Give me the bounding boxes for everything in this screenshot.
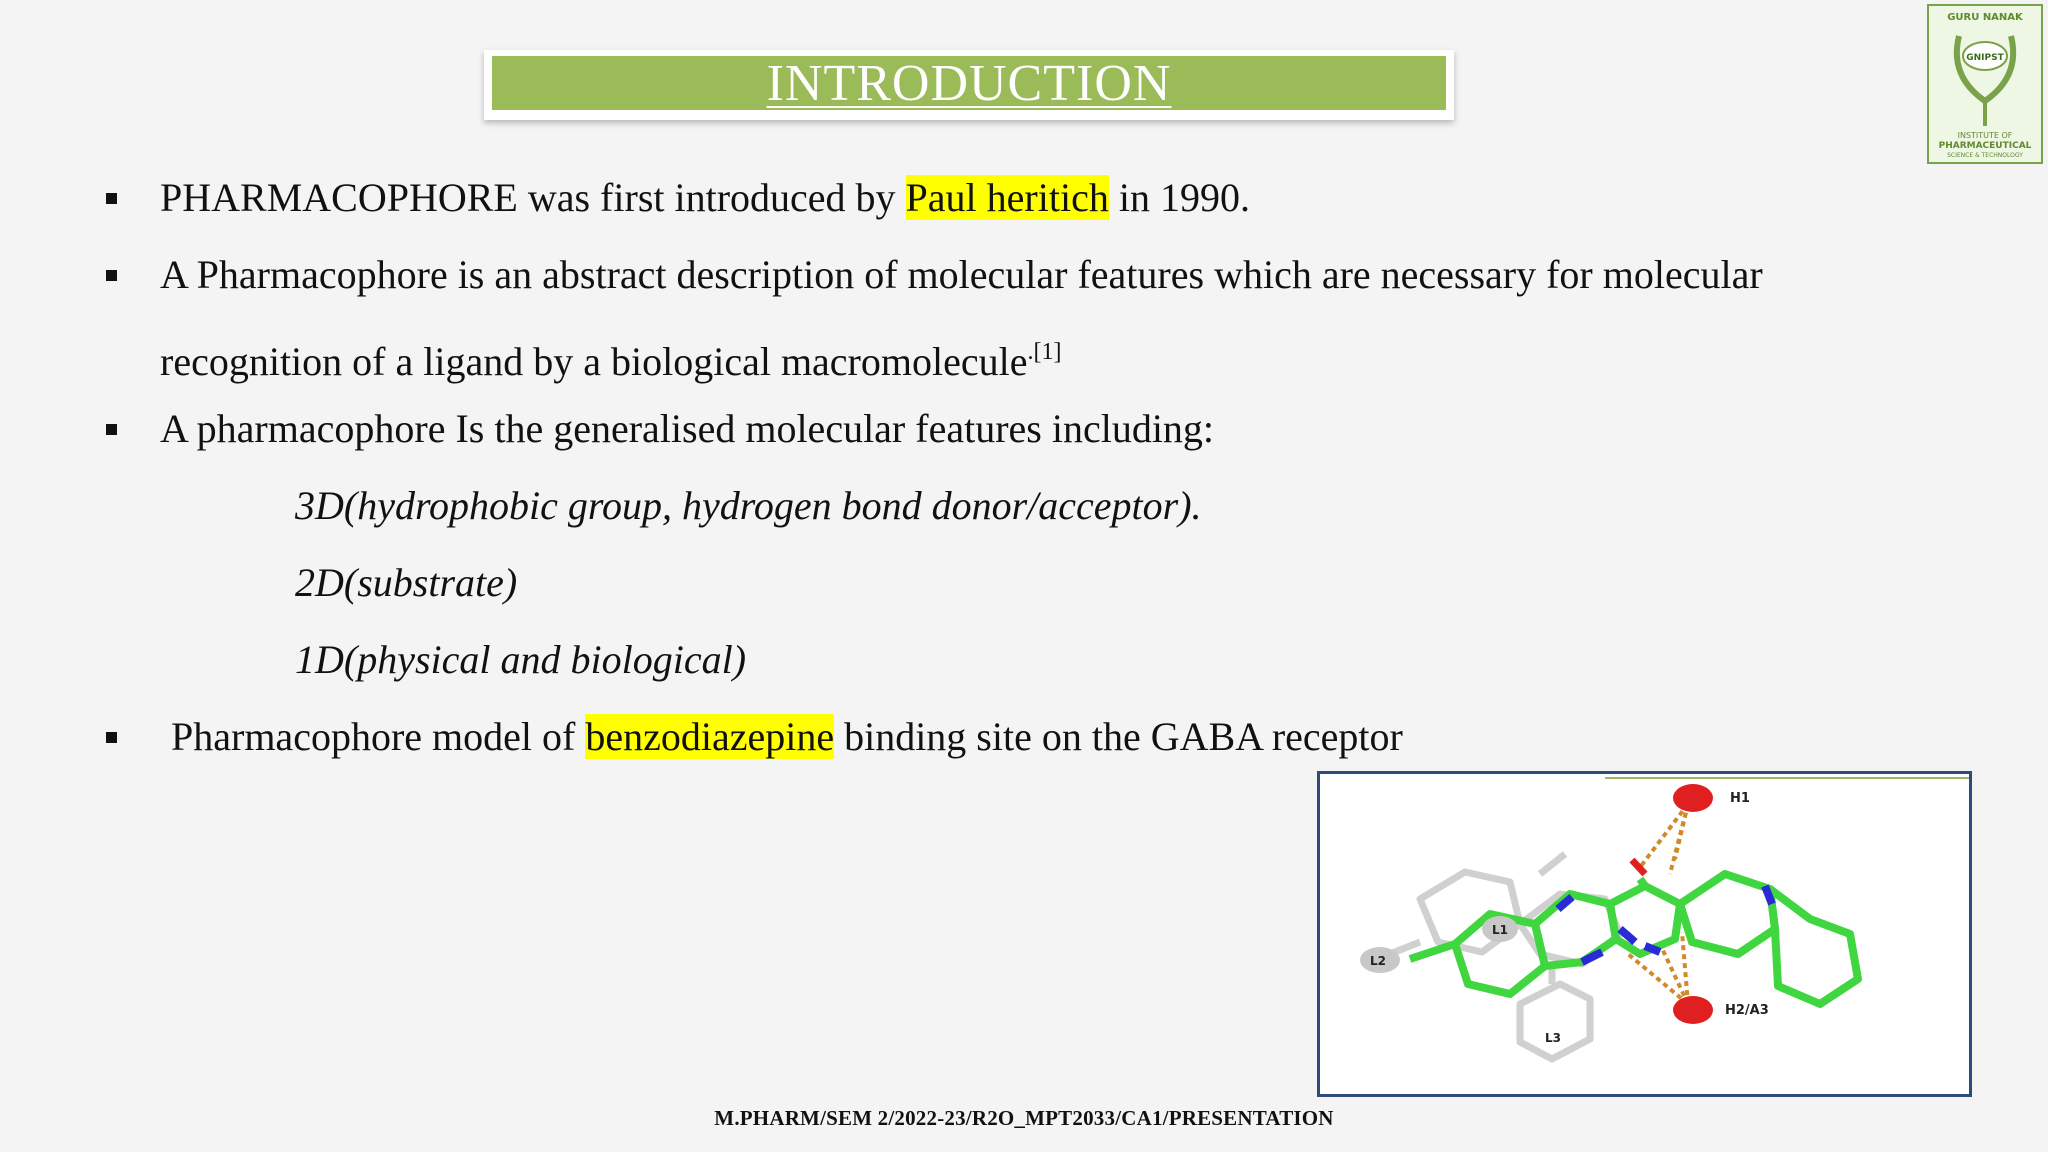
- bullet-4: [171, 713, 1403, 761]
- bullet-1-text-end: in 1990.: [1108, 175, 1250, 220]
- pharmacophore-model-figure: [1317, 771, 1972, 1097]
- bullet-2-text: recognition of a ligand by a biological macromolecule: [160, 339, 1028, 384]
- label-h1: H1: [1730, 791, 1750, 806]
- logo-line2: PHARMACEUTICAL: [1938, 141, 2032, 151]
- bullet-2-line-2: [160, 328, 1061, 386]
- bullet-square-icon: [106, 424, 117, 435]
- label-h2a3: H2/A3: [1725, 1003, 1769, 1018]
- bullet-3: A pharmacophore Is the generalised molecular features including:: [160, 406, 1215, 451]
- bullet-square-icon: [106, 732, 117, 743]
- molecule-diagram: [1320, 774, 1969, 1094]
- footer-text: M.PHARM/SEM 2/2022-23/R2O_MPT2033/CA1/PRESENTATION: [714, 1106, 1334, 1130]
- slide-title: INTRODUCTION: [766, 54, 1172, 112]
- highlight-benzodiazepine: benzodiazepine: [585, 714, 835, 759]
- bullet-1: [160, 174, 1250, 222]
- sub-item-2d: 2D(substrate): [295, 560, 518, 605]
- logo-top-text: GURU NANAK: [1947, 12, 2023, 23]
- sub-item-1d: 1D(physical and biological): [295, 637, 747, 682]
- sub-item-3d: 3D(hydrophobic group, hydrogen bond donor/acceptor).: [295, 483, 1202, 528]
- label-l2: L2: [1370, 954, 1386, 968]
- feature-spheres: [1360, 784, 1713, 1024]
- reference-marker: .[1]: [1027, 339, 1062, 365]
- label-l3: L3: [1545, 1031, 1561, 1045]
- bullet-4-text-end: binding site on the GABA receptor: [834, 714, 1403, 759]
- logo-line3: SCIENCE & TECHNOLOGY: [1947, 152, 2023, 159]
- highlight-paul-heritich: Paul heritich: [905, 175, 1109, 220]
- logo-line1: INSTITUTE OF: [1957, 131, 2013, 140]
- bullet-1-text: PHARMACOPHORE was first introduced by: [160, 175, 906, 220]
- h2a3-sphere-icon: [1673, 996, 1713, 1024]
- bullet-square-icon: [106, 193, 117, 204]
- bullet-4-text: Pharmacophore model of: [171, 714, 586, 759]
- bullet-square-icon: [106, 270, 117, 281]
- label-l1: L1: [1492, 923, 1508, 937]
- bullet-2-line-1: A Pharmacophore is an abstract description of molecular features which are necessary for molecular: [160, 252, 1763, 297]
- logo-badge-text: GNIPST: [1966, 53, 2004, 63]
- h1-sphere-icon: [1673, 784, 1713, 812]
